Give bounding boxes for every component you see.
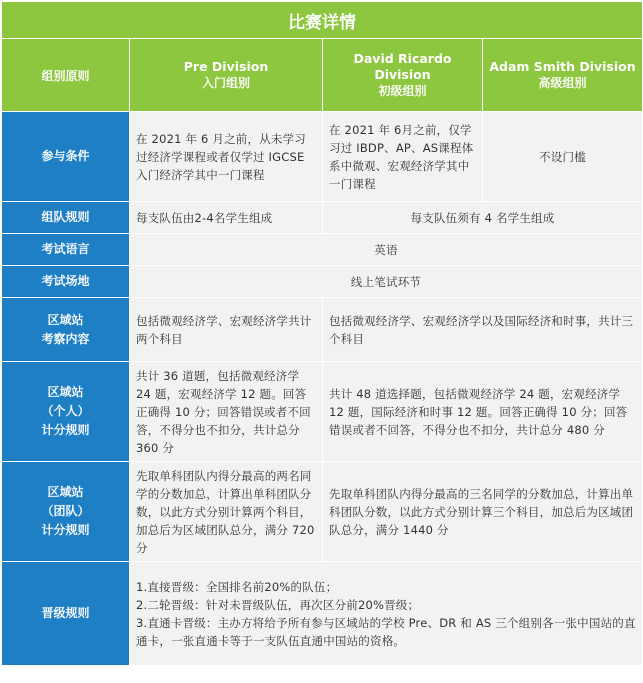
- header-dr-name: David Ricardo Division: [353, 51, 452, 82]
- header-pre-division: [130, 39, 323, 112]
- row-team: [2, 202, 643, 234]
- header-pre-zh: 入门组别: [201, 76, 250, 90]
- promotion-line-1: 1.直接晋级：全国排名前20%的队伍；: [136, 579, 338, 594]
- header-as-zh: 高级组别: [538, 76, 587, 90]
- row-language: [2, 234, 643, 266]
- cell-content-pre: 包括微观经济学、宏观经济学共计两个科目: [130, 298, 323, 362]
- promotion-line-3: 3.直通卡晋级：主办方将给予所有参与区域站的学校 Pre、DR 和 AS 三个组别各一张中国站的直通卡，一张直通卡等于一支队伍直通中国站的资格。: [136, 615, 636, 648]
- cell-teamscore-rest: 先取单科团队内得分最高的三名同学的分数加总，计算出单科团队分数，以此方式分别计算三个科目，加总后为区域团队总分，满分 1440 分: [323, 462, 643, 562]
- label-content-line1: 区域站: [47, 312, 84, 327]
- title-row: [2, 2, 643, 39]
- cell-content-rest: 包括微观经济学、宏观经济学以及国际经济和时事，共计三个科目: [323, 298, 643, 362]
- label-venue: 考试场地: [2, 266, 130, 298]
- label-language: 考试语言: [2, 234, 130, 266]
- header-row: [2, 39, 643, 112]
- cell-eligibility-dr: 在 2021 年 6月之前，仅学习过 IBDP、AP、AS课程体系中微观、宏观经济学其中一门课程: [323, 112, 483, 202]
- label-eligibility: 参与条件: [2, 112, 130, 202]
- cell-venue: 线上笔试环节: [130, 266, 643, 298]
- row-content: [2, 298, 643, 362]
- label-content-line2: 考察内容: [41, 331, 90, 346]
- row-team-scoring: [2, 462, 643, 562]
- cell-team-pre: 每支队伍由2-4名学生组成: [130, 202, 323, 234]
- label-team-scoring: [2, 462, 130, 562]
- header-adam-smith-division: [483, 39, 643, 112]
- row-eligibility: [2, 112, 643, 202]
- row-individual-scoring: [2, 362, 643, 462]
- row-venue: [2, 266, 643, 298]
- cell-individual-rest: 共计 48 道选择题，包括微观经济学 24 题，宏观经济学 12 题，国际经济和时事 12 题。回答正确得 10 分；回答错误或者不回答，不得分也不扣分，共计总分 480 分: [323, 362, 643, 462]
- label-individual-line3: 计分规则: [41, 423, 90, 437]
- label-individual-line1: 区域站: [47, 385, 84, 399]
- row-header-label: 组别原则: [2, 39, 130, 112]
- cell-individual-pre: 共计 36 道题，包括微观经济学 24 题，宏观经济学 12 题。回答正确得 10 分；回答错误或者不回答，不得分也不扣分，共计总分 360 分: [130, 362, 323, 462]
- label-teamscore-line2: （团队）: [41, 504, 90, 518]
- label-teamscore-line3: 计分规则: [41, 523, 90, 537]
- cell-promotion: [130, 562, 643, 666]
- table-title: 比赛详情: [2, 2, 643, 39]
- label-teamscore-line1: 区域站: [47, 485, 84, 499]
- header-dr-zh: 初级组别: [378, 84, 427, 98]
- label-individual-line2: （个人）: [41, 404, 90, 418]
- cell-eligibility-as: 不设门槛: [483, 112, 643, 202]
- competition-details-table: [1, 1, 643, 666]
- cell-language: 英语: [130, 234, 643, 266]
- label-team: 组队规则: [2, 202, 130, 234]
- header-as-name: Adam Smith Division: [489, 59, 636, 74]
- cell-eligibility-pre: 在 2021 年 6 月之前，从未学习过经济学课程或者仅学过 IGCSE 入门经济学其中一门课程: [130, 112, 323, 202]
- cell-team-rest: 每支队伍须有 4 名学生组成: [323, 202, 643, 234]
- cell-teamscore-pre: 先取单科团队内得分最高的两名同学的分数加总，计算出单科团队分数，以此方式分别计算两个科目，加总后为区域团队总分，满分 720 分: [130, 462, 323, 562]
- label-promotion: 晋级规则: [2, 562, 130, 666]
- promotion-line-2: 2.二轮晋级：针对未晋级队伍，再次区分前20%晋级；: [136, 597, 420, 612]
- label-content: [2, 298, 130, 362]
- label-individual-scoring: [2, 362, 130, 462]
- header-david-ricardo-division: [323, 39, 483, 112]
- header-pre-name: Pre Division: [183, 59, 269, 74]
- row-promotion: [2, 562, 643, 666]
